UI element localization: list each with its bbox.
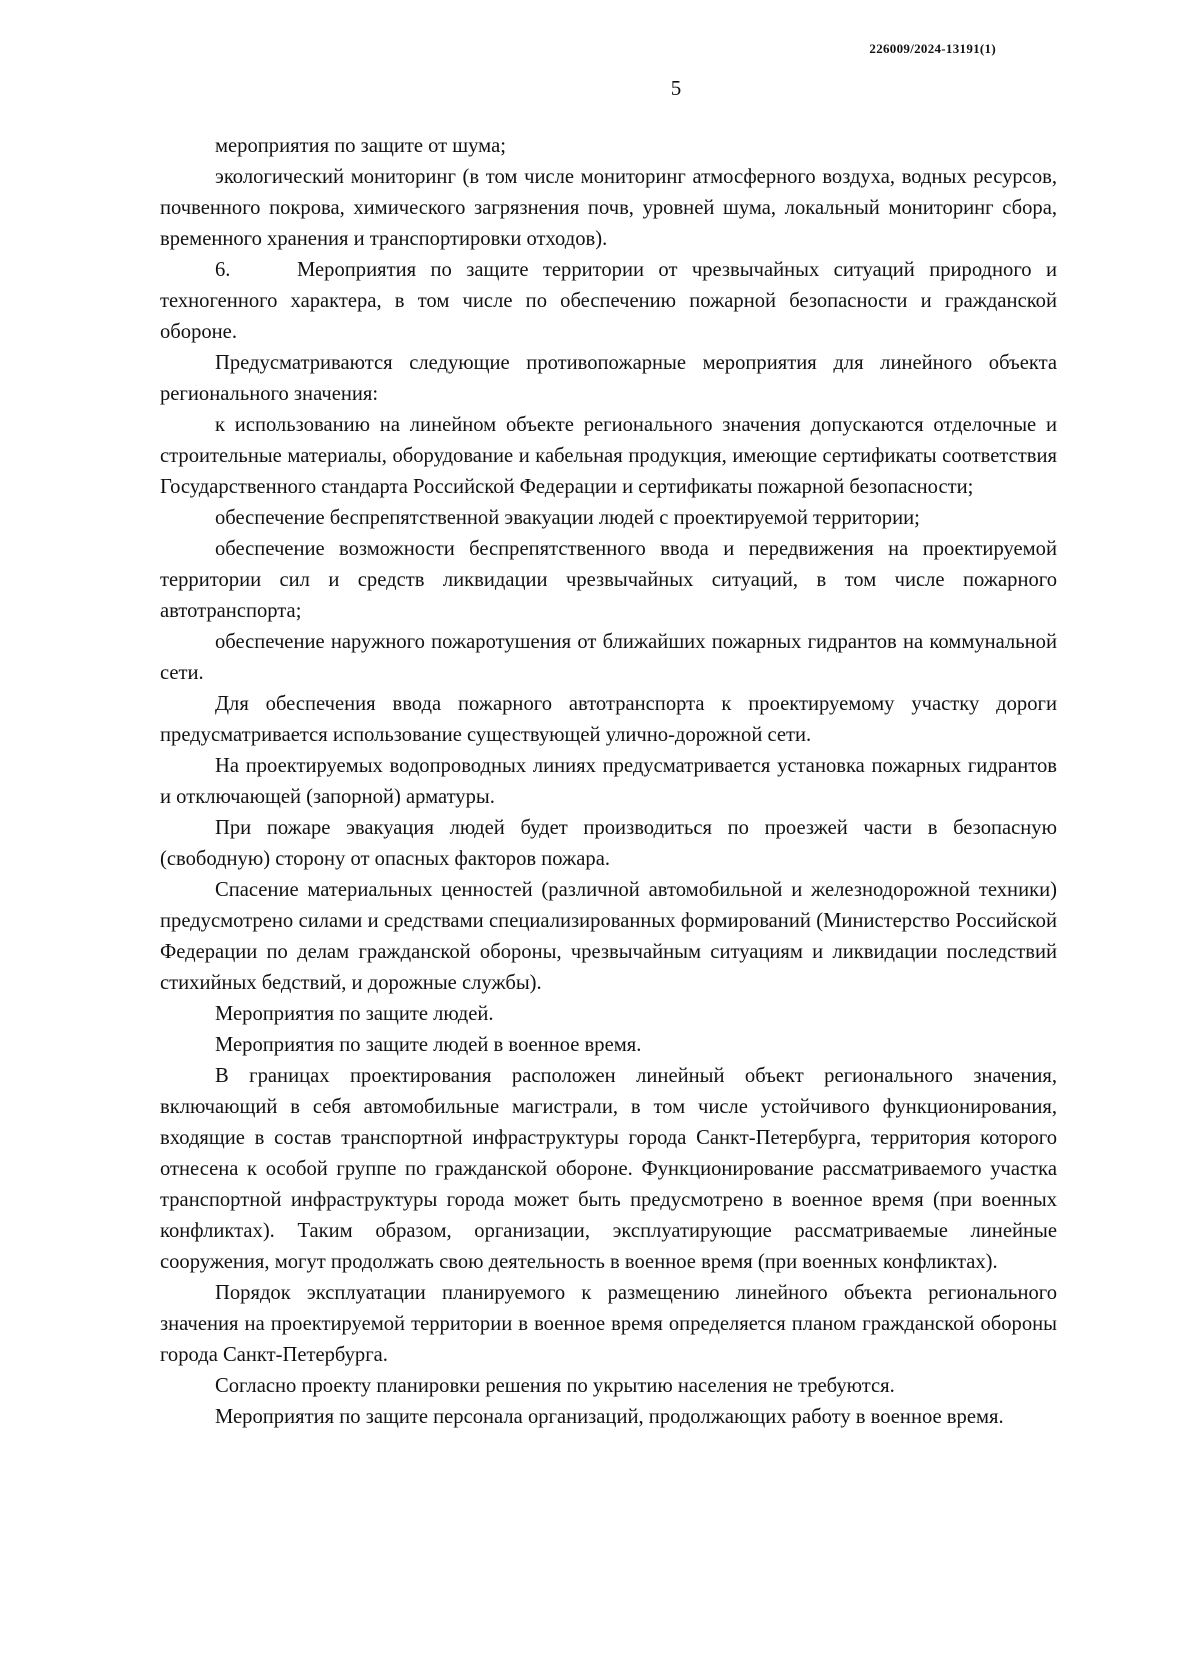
- paragraph-fire-vehicle-access: Для обеспечения ввода пожарного автотранспорта к проектируемому участку дороги предусматривается использование существующей улично-дорожной сети.: [160, 693, 1057, 746]
- paragraph-emergency-access: обеспечение возможности беспрепятственного ввода и передвижения на проектируемой территории сил и средств ликвидации чрезвычайных ситуаций, в том числе пожарного автотранспорта;: [160, 538, 1057, 622]
- paragraph-personnel-protection: Мероприятия по защите персонала организаций, продолжающих работу в военное время.: [215, 1406, 1004, 1428]
- section-number: 6.: [215, 259, 231, 281]
- document-body: [160, 131, 1057, 1433]
- paragraph-shelter: Согласно проекту планировки решения по укрытию населения не требуются.: [215, 1375, 895, 1397]
- paragraph-wartime-protection: Мероприятия по защите людей в военное время.: [215, 1034, 642, 1056]
- page-number: 5: [670, 76, 682, 100]
- paragraph-noise-protection: мероприятия по защите от шума;: [215, 135, 506, 157]
- paragraph-section-6: [160, 255, 1057, 348]
- section-6-text: Мероприятия по защите территории от чрезвычайных ситуаций природного и техногенного характера, в том числе по обеспечению пожарной безопасности и гражданской обороне.: [160, 259, 1057, 343]
- paragraph-water-lines: На проектируемых водопроводных линиях предусматривается установка пожарных гидрантов и отключающей (запорной) арматуры.: [160, 755, 1057, 808]
- paragraph-hydrants-network: обеспечение наружного пожаротушения от ближайших пожарных гидрантов на коммунальной сети.: [160, 631, 1057, 684]
- paragraph-fire-evacuation: При пожаре эвакуация людей будет производиться по проезжей части в безопасную (свободную) сторону от опасных факторов пожара.: [160, 817, 1057, 870]
- paragraph-evacuation: обеспечение беспрепятственной эвакуации людей с проектируемой территории;: [215, 507, 920, 529]
- paragraph-materials-certificates: к использованию на линейном объекте регионального значения допускаются отделочные и строительные материалы, оборудование и кабельная продукция, имеющие сертификаты соответствия Государственного стандарта Российской Федерации и сертификаты пожарной безопасности;: [160, 414, 1057, 498]
- paragraph-linear-object: В границах проектирования расположен линейный объект регионального значения, включающий в себя автомобильные магистрали, в том числе устойчивого функционирования, входящие в состав транспортной инфраструктуры города Санкт-Петербурга, территория которого отнесена к особой группе по гражданской обороне. Функционирование рассматриваемого участка транспортной инфраструктуры города может быть предусмотрено в военное время (при военных конфликтах). Таким образом, организации, эксплуатирующие рассматриваемые линейные сооружения, могут продолжать свою деятельность в военное время (при военных конфликтах).: [160, 1065, 1057, 1273]
- document-registration-number: 226009/2024-13191(1): [869, 41, 996, 56]
- paragraph-operation-order: Порядок эксплуатации планируемого к размещению линейного объекта регионального значения на проектируемой территории в военное время определяется планом гражданской обороны города Санкт-Петербурга.: [160, 1282, 1057, 1366]
- paragraph-fire-measures-intro: Предусматриваются следующие противопожарные мероприятия для линейного объекта регионального значения:: [160, 352, 1057, 405]
- paragraph-people-protection: Мероприятия по защите людей.: [215, 1003, 494, 1025]
- paragraph-ecological-monitoring: экологический мониторинг (в том числе мониторинг атмосферного воздуха, водных ресурсов, почвенного покрова, химического загрязнения почв, уровней шума, локальный мониторинг сбора, временного хранения и транспортировки отходов).: [160, 166, 1057, 250]
- paragraph-material-assets: Спасение материальных ценностей (различной автомобильной и железнодорожной техники) предусмотрено силами и средствами специализированных формирований (Министерство Российской Федерации по делам гражданской обороны, чрезвычайным ситуациям и ликвидации последствий стихийных бедствий, и дорожные службы).: [160, 879, 1057, 994]
